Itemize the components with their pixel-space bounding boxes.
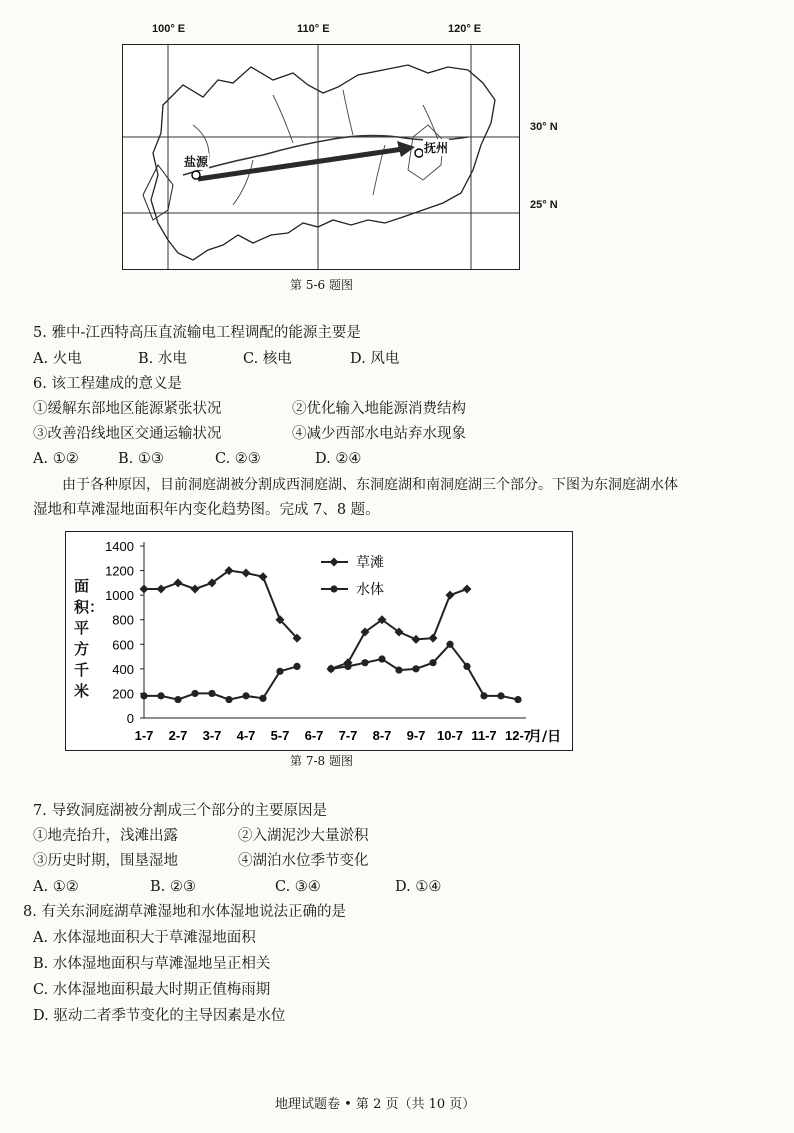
x-tick-label: 12-7: [504, 728, 532, 743]
data-point-grass: [191, 585, 200, 594]
data-point-grass: [157, 585, 166, 594]
q7-option-d: D. ①④: [395, 879, 442, 895]
intro-line-1: 由于各种原因，目前洞庭湖被分割成西洞庭湖、东洞庭湖和南洞庭湖三个部分。下图为东洞庭湖水体: [62, 477, 678, 493]
y-tick-label: 1000: [105, 588, 134, 604]
data-point-water: [463, 663, 470, 670]
x-tick-label: 8-7: [372, 728, 392, 743]
y-tick-label: 1200: [105, 563, 134, 579]
data-point-water: [242, 692, 249, 699]
river-branch: [423, 105, 438, 140]
lon-label-120: 120° E: [448, 23, 482, 35]
legend-marker-grass: [330, 558, 339, 567]
x-tick-label: 5-7: [270, 728, 290, 743]
q5-option-d: D. 风电: [350, 351, 400, 367]
x-tick-label: 4-7: [236, 728, 256, 743]
wetland-area-chart: [65, 531, 573, 751]
lon-label-110: 110° E: [297, 23, 330, 35]
q6-option-c: C. ②③: [215, 451, 261, 467]
data-point-grass: [412, 635, 421, 644]
data-point-grass: [429, 634, 438, 643]
q7-statement-3: ③历史时期，围垦湿地: [33, 853, 178, 869]
lat-label-30: 30° N: [530, 121, 558, 133]
q5-stem: 5. 雅中-江西特高压直流输电工程调配的能源主要是: [33, 325, 361, 341]
data-point-grass: [242, 569, 251, 578]
transmission-map: [122, 44, 520, 270]
q8-option-c: C. 水体湿地面积最大时期正值梅雨期: [33, 982, 271, 998]
fuzhou-marker: [415, 149, 423, 157]
data-point-water: [361, 659, 368, 666]
q8-option-b: B. 水体湿地面积与草滩湿地呈正相关: [33, 956, 271, 972]
data-point-water: [412, 665, 419, 672]
data-point-water: [327, 665, 334, 672]
q6-option-b: B. ①③: [118, 451, 164, 467]
q7-stem: 7. 导致洞庭湖被分割成三个部分的主要原因是: [33, 803, 327, 819]
y-tick-label: 200: [112, 686, 134, 702]
river-branch: [343, 90, 353, 135]
place-label-yanyuan: 盐源: [184, 155, 209, 169]
q6-option-d: D. ②④: [315, 451, 362, 467]
yanyuan-marker: [192, 171, 200, 179]
data-point-grass: [174, 578, 183, 587]
series-line-grass: [144, 571, 297, 639]
transmission-line: [198, 149, 403, 179]
x-tick-label: 9-7: [406, 728, 426, 743]
q5-option-c: C. 核电: [243, 351, 292, 367]
q6-statement-3: ③改善沿线地区交通运输状况: [33, 426, 222, 442]
x-axis-unit: 月/日: [528, 729, 562, 745]
q7-option-a: A. ①②: [33, 879, 79, 895]
q7-statement-2: ②入湖泥沙大量淤积: [238, 828, 369, 844]
map-caption: 第 5-6 题图: [290, 278, 353, 292]
q5-option-b: B. 水电: [138, 351, 187, 367]
y-tick-label: 0: [126, 711, 134, 726]
q6-option-a: A. ①②: [33, 451, 79, 467]
q6-stem: 6. 该工程建成的意义是: [33, 376, 182, 392]
q7-option-b: B. ②③: [150, 879, 196, 895]
y-axis-label: 面积：平方千米: [74, 577, 105, 700]
x-tick-label: 6-7: [304, 728, 324, 743]
q8-option-a: A. 水体湿地面积大于草滩湿地面积: [33, 930, 256, 946]
data-point-water: [140, 692, 147, 699]
q8-option-d: D. 驱动二者季节变化的主导因素是水位: [33, 1008, 286, 1024]
data-point-water: [429, 659, 436, 666]
lon-label-100: 100° E: [152, 23, 186, 35]
page-footer: 地理试题卷 • 第 2 页（共 10 页）: [275, 1097, 476, 1112]
data-point-water: [378, 655, 385, 662]
data-point-water: [480, 692, 487, 699]
data-point-water: [395, 666, 402, 673]
x-tick-label: 10-7: [436, 728, 464, 743]
legend-label-water: 水体: [356, 582, 384, 598]
data-point-water: [446, 641, 453, 648]
q7-statement-4: ④湖泊水位季节变化: [238, 853, 369, 869]
q6-statement-1: ①缓解东部地区能源紧张状况: [33, 401, 222, 417]
data-point-grass: [463, 585, 472, 594]
x-tick-label: 7-7: [338, 728, 358, 743]
data-point-water: [514, 696, 521, 703]
q7-statement-1: ①地壳抬升，浅滩出露: [33, 828, 178, 844]
q5-option-a: A. 火电: [33, 351, 82, 367]
x-tick-label: 1-7: [134, 728, 154, 743]
river-branch: [233, 160, 253, 205]
data-point-water: [208, 690, 215, 697]
data-point-water: [293, 663, 300, 670]
q7-option-c: C. ③④: [275, 879, 321, 895]
q6-statement-4: ④减少西部水电站弃水现象: [292, 426, 466, 442]
series-line-water: [331, 644, 518, 699]
data-point-water: [174, 696, 181, 703]
data-point-water: [157, 692, 164, 699]
y-tick-label: 800: [112, 612, 134, 628]
x-tick-label: 3-7: [202, 728, 222, 743]
data-point-water: [225, 696, 232, 703]
y-tick-label: 1400: [105, 539, 134, 554]
place-label-fuzhou: 抚州: [424, 141, 449, 155]
river-branch: [273, 95, 293, 143]
y-tick-label: 600: [112, 637, 134, 653]
chart-plot: [66, 532, 572, 750]
legend-label-grass: 草滩: [356, 555, 384, 571]
data-point-water: [497, 692, 504, 699]
series-line-water: [144, 666, 297, 699]
q8-stem: 8. 有关东洞庭湖草滩湿地和水体湿地说法正确的是: [23, 904, 346, 920]
data-point-grass: [140, 585, 149, 594]
data-point-grass: [446, 591, 455, 600]
data-point-water: [191, 690, 198, 697]
data-point-water: [344, 663, 351, 670]
x-tick-label: 2-7: [168, 728, 188, 743]
y-tick-label: 400: [112, 661, 134, 677]
data-point-water: [259, 695, 266, 702]
q6-statement-2: ②优化输入地能源消费结构: [292, 401, 466, 417]
legend-marker-water: [330, 585, 337, 592]
chart-caption: 第 7-8 题图: [290, 754, 353, 768]
data-point-grass: [259, 572, 268, 581]
data-point-water: [276, 668, 283, 675]
x-tick-label: 11-7: [471, 728, 497, 743]
intro-line-2: 湿地和草滩湿地面积年内变化趋势图。完成 7、8 题。: [33, 502, 380, 518]
lat-label-25: 25° N: [530, 199, 558, 211]
